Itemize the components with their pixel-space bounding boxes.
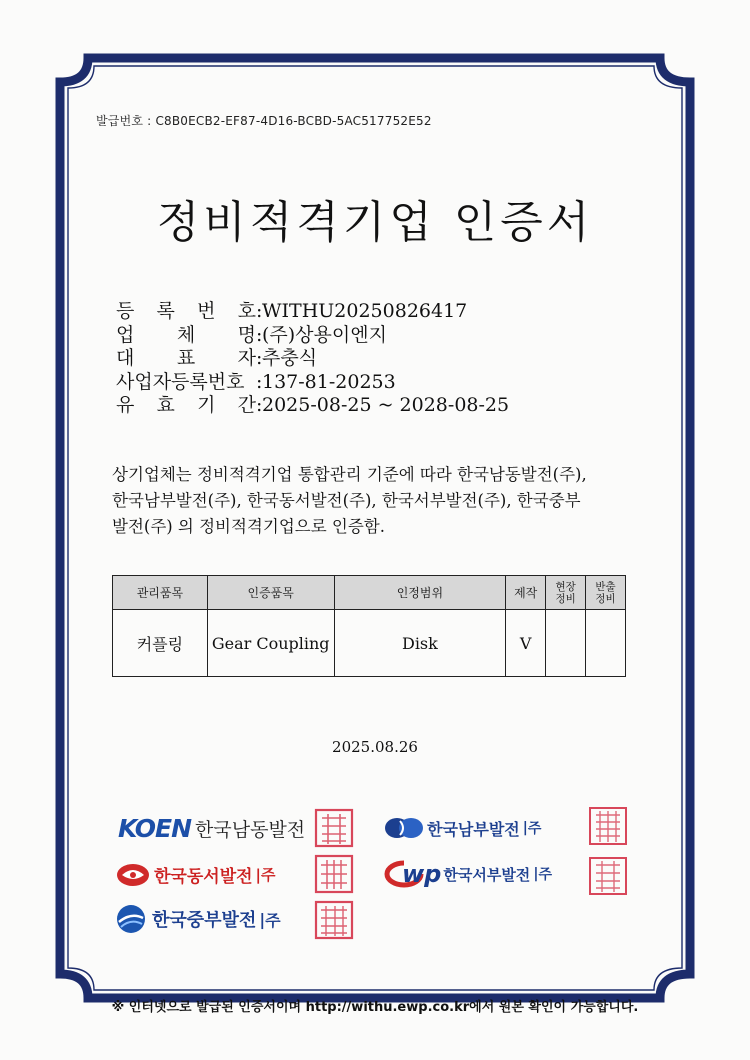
info-row-reg-number: 등 록 번 호 : WITHU20250826417 xyxy=(116,300,468,322)
col-header-offsite: 반출 정비 xyxy=(586,576,626,610)
col-header-scope: 인정범위 xyxy=(334,576,506,610)
wp-suffix: 주 xyxy=(538,867,552,883)
info-row-business-number: 사업자등록번호 : 137-81-20253 xyxy=(116,370,396,393)
kospo-suffix: 주 xyxy=(527,821,542,837)
cell-category: 커플링 xyxy=(113,610,208,677)
komipo-suffix: 주 xyxy=(265,910,281,930)
table-row xyxy=(113,610,626,677)
wp-name: 한국서부발전 xyxy=(443,865,531,884)
ewp-east-logo: 한국동서발전 | 주 xyxy=(116,862,276,887)
table-header-row xyxy=(113,576,626,610)
cell-manufacture: V xyxy=(506,610,546,677)
kospo-seal-icon xyxy=(588,806,628,846)
info-label: 유 효 기 간 xyxy=(116,394,256,416)
komipo-seal-icon xyxy=(314,900,354,940)
issue-date: 2025.08.26 xyxy=(332,738,418,756)
wp-logo: wp 한국서부발전 | 주 xyxy=(384,860,552,888)
certified-items-table xyxy=(112,575,626,677)
koen-mark: KOEN xyxy=(118,814,192,843)
company-value: (주)상용이엔지 xyxy=(262,323,387,346)
issue-number: 발급번호 : C8B0ECB2-EF87-4D16-BCBD-5AC517752E52 xyxy=(96,114,432,128)
col-header-onsite: 현장 정비 xyxy=(546,576,586,610)
koen-name: 한국남동발전 xyxy=(195,819,306,841)
info-label: 대 표 자 xyxy=(116,347,256,369)
komipo-logo: 한국중부발전 | 주 xyxy=(116,904,281,934)
info-label: 사업자등록번호 xyxy=(116,370,245,393)
ewp-east-seal-icon xyxy=(314,854,354,894)
cell-scope: Disk xyxy=(334,610,506,677)
certification-statement: 상기업체는 정비적격기업 통합관리 기준에 따라 한국남동발전(주), 한국남부발전(주), 한국동서발전(주), 한국서부발전(주), 한국중부 발전(주) 의 정비적격기업으로 인증함. xyxy=(112,465,587,536)
col-header-item: 인증품목 xyxy=(207,576,334,610)
cell-onsite xyxy=(546,610,586,677)
komipo-symbol-icon xyxy=(116,904,146,934)
kospo-name: 한국남부발전 xyxy=(427,819,520,839)
cell-item: Gear Coupling xyxy=(207,610,334,677)
info-label: 업 체 명 xyxy=(116,323,256,346)
kospo-symbol-icon xyxy=(384,816,424,840)
footer-notice: ※ 인터넷으로 발급된 인증서이며 http://withu.ewp.co.kr에서 원본 확인이 가능합니다. xyxy=(111,1000,639,1015)
info-label: 등 록 번 호 xyxy=(116,300,256,322)
wp-seal-icon xyxy=(588,856,628,896)
koen-seal-icon xyxy=(314,808,354,848)
wp-mark: wp xyxy=(402,860,442,888)
col-header-category: 관리품목 xyxy=(113,576,208,610)
info-row-company: 업 체 명 : (주)상용이엔지 xyxy=(116,323,387,346)
koen-logo xyxy=(118,814,305,843)
komipo-name: 한국중부발전 xyxy=(152,910,257,931)
info-row-ceo: 대 표 자 : 추충식 xyxy=(116,347,318,369)
ewp-east-suffix: 주 xyxy=(261,866,276,884)
ewp-east-name: 한국동서발전 xyxy=(154,867,253,887)
kospo-logo: 한국남부발전 | 주 xyxy=(384,816,541,840)
business-number-value: 137-81-20253 xyxy=(262,370,396,393)
registration-info xyxy=(116,300,509,418)
reg-number-value: WITHU20250826417 xyxy=(262,300,468,322)
ceo-value: 추충식 xyxy=(262,347,318,369)
cell-offsite xyxy=(586,610,626,677)
col-header-manufacture: 제작 xyxy=(506,576,546,610)
info-row-validity: 유 효 기 간 : 2025-08-25 ~ 2028-08-25 xyxy=(116,394,510,416)
certificate-title: 정비적격기업 인증서 xyxy=(156,197,594,248)
validity-value: 2025-08-25 ~ 2028-08-25 xyxy=(262,394,510,416)
ewp-east-symbol-icon xyxy=(116,863,150,887)
